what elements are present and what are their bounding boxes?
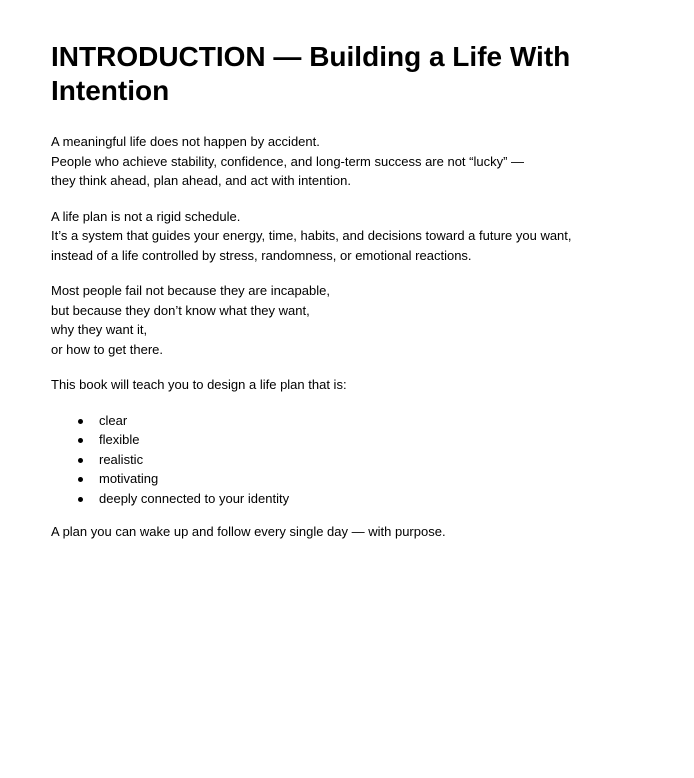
closing-paragraph: A plan you can wake up and follow every single day — with purpose.: [51, 524, 446, 539]
paragraph-intro: [51, 132, 664, 191]
plan-qualities-list: [51, 411, 664, 509]
text-line: they think ahead, plan ahead, and act with intention.: [51, 173, 351, 188]
list-item: clear: [99, 411, 664, 431]
paragraph-most-people: [51, 281, 664, 359]
list-item: motivating: [99, 469, 664, 489]
text-line: instead of a life controlled by stress, randomness, or emotional reactions.: [51, 247, 472, 263]
text-line: People who achieve stability, confidence, and long-term success are not “lucky” —: [51, 153, 525, 169]
text-line: A meaningful life does not happen by accident.: [51, 134, 320, 149]
text-line: A life plan is not a rigid schedule.: [51, 208, 241, 224]
list-item: deeply connected to your identity: [99, 489, 664, 509]
list-item: flexible: [99, 430, 664, 450]
document-title: INTRODUCTION — Building a Life With Intention: [51, 41, 571, 106]
paragraph-list-lead-in: [51, 375, 664, 395]
paragraph-life-plan: [51, 207, 664, 266]
text-line: Most people fail not because they are incapable,: [51, 283, 330, 298]
text-line: but because they don’t know what they want,: [51, 302, 310, 318]
text-line: This book will teach you to design a life plan that is:: [51, 377, 347, 392]
text-line: It’s a system that guides your energy, time, habits, and decisions toward a future you want,: [51, 228, 572, 243]
text-line: why they want it,: [51, 322, 148, 337]
text-line: or how to get there.: [51, 341, 164, 357]
list-item: realistic: [99, 450, 664, 470]
